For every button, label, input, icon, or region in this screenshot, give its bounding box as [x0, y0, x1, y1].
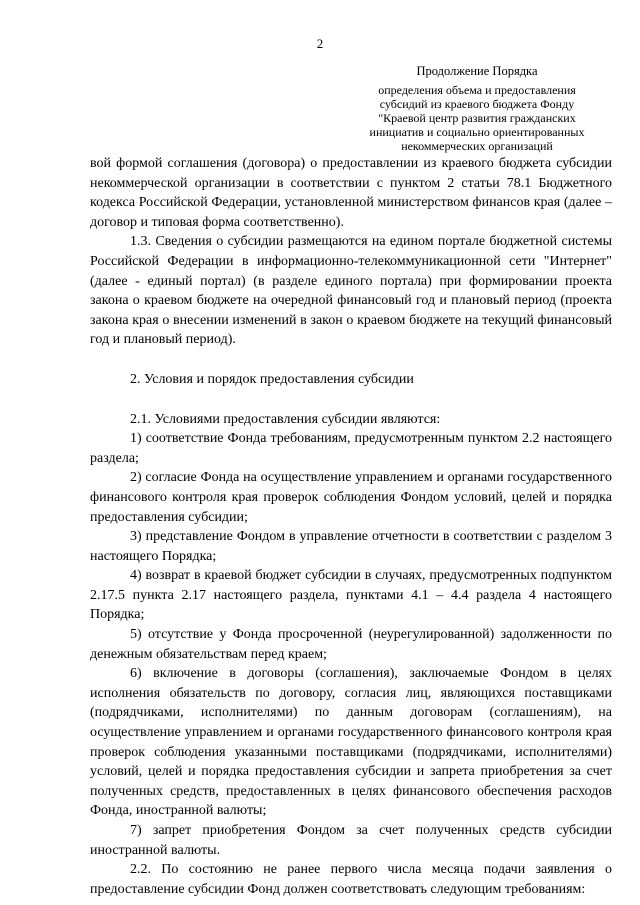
paragraph: 2.1. Условиями предоставления субсидии являются:: [130, 411, 441, 427]
paragraph: 1.3. Сведения о субсидии размещаются на едином портале бюджетной системы Российской Федерации в информационно-телекоммуникационной сети "Интернет" (далее - единый портал) (в разделе единого портала) при формировании проекта закона о краевом бюджете на очередной финансовый год и плановый период (проекта закона края о внесении изменений в закон о краевом бюджете на текущий финансовый год и плановый период).: [90, 234, 612, 348]
header-line: определения объема и предоставления: [378, 83, 576, 97]
page-number: 2: [316, 36, 324, 51]
header-block: [342, 64, 612, 153]
section-title: 2. Условия и порядок предоставления субсидии: [130, 371, 414, 387]
paragraph: 7) запрет приобретения Фондом за счет полученных средств субсидии иностранной валюты.: [90, 823, 612, 858]
header-line: некоммерческих организаций: [401, 139, 553, 153]
header-line: субсидий из краевого бюджета Фонду: [379, 97, 575, 111]
header-line: инициатив и социально ориентированных: [369, 125, 585, 139]
paragraph: 4) возврат в краевой бюджет субсидии в случаях, предусмотренных подпунктом 2.17.5 пункта 2.17 настоящего раздела, пунктами 4.1 – 4.4 раздела 4 настоящего Порядка;: [90, 568, 612, 623]
paragraph: 3) представление Фондом в управление отчетности в соответствии с разделом 3 настоящего Порядка;: [90, 529, 612, 564]
paragraph: 6) включение в договоры (соглашения), заключаемые Фондом в целях исполнения обязательств по договору, согласия лиц, являющихся поставщиками (подрядчиками, исполнителями) по данным договорам (соглашениям), на осуществление управлением и органами государственного финансового контроля края проверок соблюдения указанными поставщиками (подрядчиками, исполнителями) условий, целей и порядка предоставления субсидии и запрета приобретения за счет полученных средств, предоставленных в целях финансового обеспечения расходов Фонда, иностранной валюты;: [90, 666, 612, 819]
paragraph: 1) соответствие Фонда требованиям, предусмотренным пунктом 2.2 настоящего раздела;: [90, 431, 612, 466]
paragraph: 5) отсутствие у Фонда просроченной (неурегулированной) задолженности по денежным обязательствам перед краем;: [90, 627, 612, 662]
paragraph: 2) согласие Фонда на осуществление управлением и органами государственного финансового контроля края проверок соблюдения Фондом условий, целей и порядка предоставления субсидии;: [90, 470, 612, 525]
body-text: [90, 154, 612, 899]
paragraph: 2.2. По состоянию не ранее первого числа месяца подачи заявления о предоставление субсидии Фонд должен соответствовать следующим требованиям:: [90, 862, 612, 897]
paragraph: вой формой соглашения (договора) о предоставлении из краевого бюджета субсидии некоммерческой организации в соответствии с пунктом 2 статьи 78.1 Бюджетного кодекса Российской Федерации, установленной министерством финансов края (далее – договор и типовая форма соответственно).: [90, 156, 612, 230]
header-continuation: Продолжение Порядка: [416, 64, 538, 78]
header-line: "Краевой центр развития гражданских: [378, 111, 576, 125]
